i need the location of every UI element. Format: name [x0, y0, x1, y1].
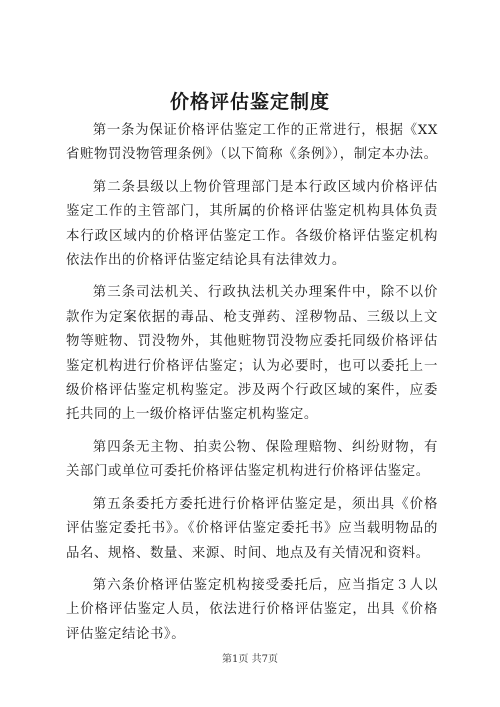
paragraph-article-1: 第一条为保证价格评估鉴定工作的正常进行，根据《XX省赃物罚没物管理条例》（以下简称《条例》），制定本办法。 [66, 123, 438, 163]
paragraph-article-3: 第三条司法机关、行政执法机关办理案件中，除不以价款作为定案依据的毒品、枪支弹药、淫秽物品、三级以上文物等赃物、罚没物外，其他赃物罚没物应委托同级价格评估鉴定机构进行价格评估鉴定；认为必要时，也可以委托上一级价格评估鉴定机构鉴定。涉及两个行政区域的案件，应委托共同的上一级价格评估鉴定机构鉴定。 [66, 285, 438, 423]
paragraph-article-2: 第二条县级以上物价管理部门是本行政区域内价格评估鉴定工作的主管部门，其所属的价格评估鉴定机构具体负责本行政区域内的价格评估鉴定工作。各级价格评估鉴定机构依法作出的价格评估鉴定结论具有法律效力。 [66, 179, 438, 269]
paragraph-article-6: 第六条价格评估鉴定机构接受委托后，应当指定３人以上价格评估鉴定人员，依法进行价格评估鉴定，出具《价格评估鉴定结论书》。 [66, 577, 438, 642]
document-body [66, 119, 438, 655]
paragraph-article-4: 第四条无主物、拍卖公物、保险理赔物、纠纷财物，有关部门或单位可委托价格评估鉴定机构进行价格评估鉴定。 [66, 439, 438, 480]
page-number-footer: 第1页 共7页 [222, 654, 278, 665]
paragraph-article-5: 第五条委托方委托进行价格评估鉴定是，须出具《价格评估鉴定委托书》。《价格评估鉴定委托书》应当载明物品的品名、规格、数量、来源、时间、地点及有关情况和资料。 [66, 496, 438, 561]
document-title: 价格评估鉴定制度 [169, 91, 330, 113]
